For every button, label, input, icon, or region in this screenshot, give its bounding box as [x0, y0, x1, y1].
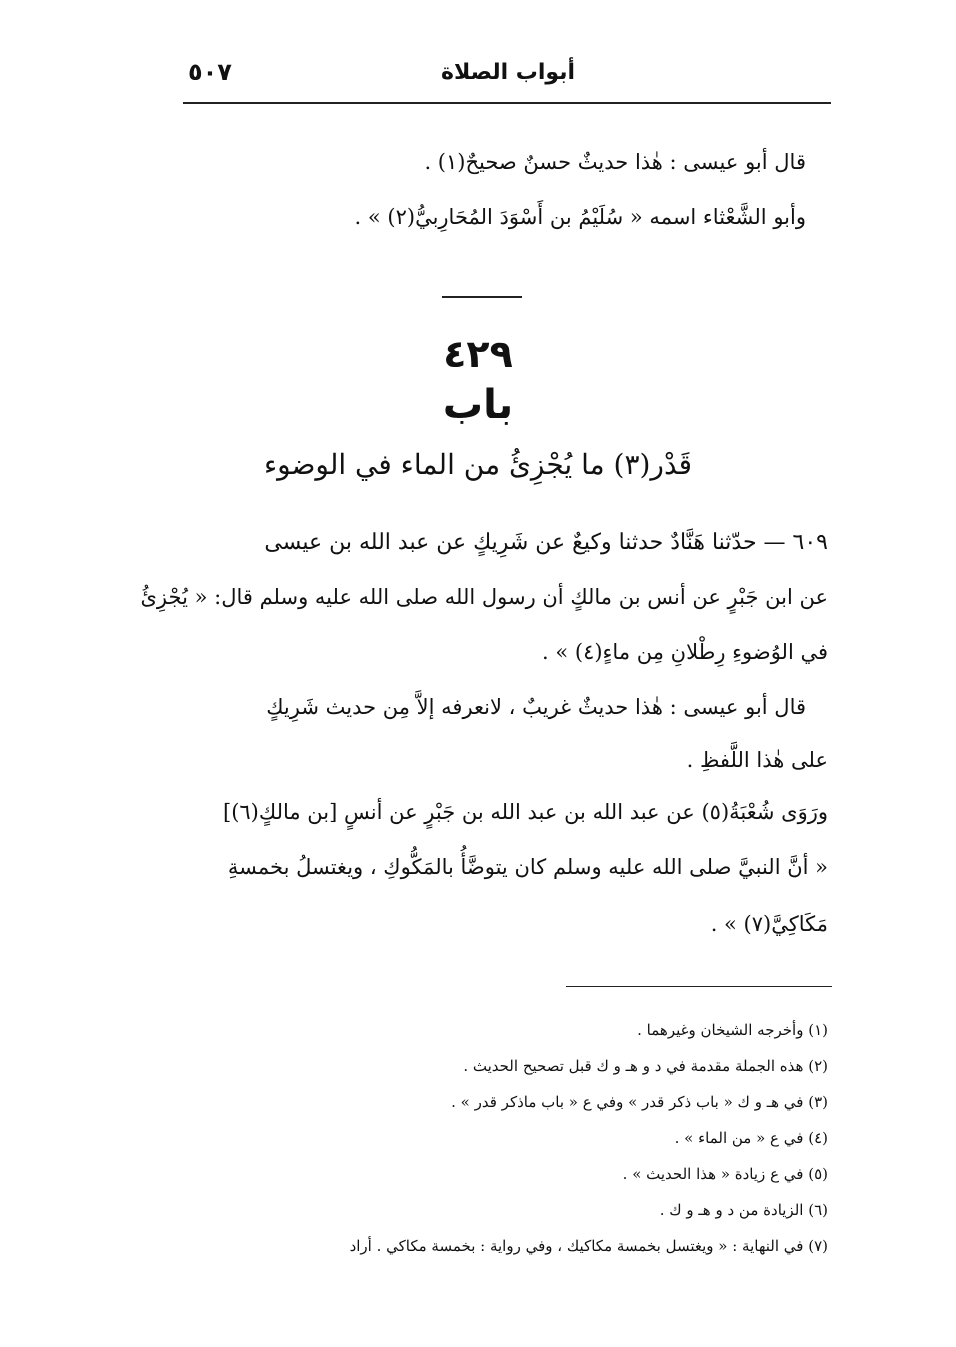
footnote-7: (٧) في النهاية : « ويغتسل بخمسة مكاكيك ، وفي رواية : بخمسة مكاكي . أراد — [349, 1237, 828, 1255]
body-line-8: مَكَاكِيَّ(٧) » . — [710, 912, 828, 936]
footnote-4: (٤) في ع « من الماء » . — [674, 1129, 828, 1147]
page-header — [180, 58, 836, 98]
chapter-title: قَدْر(٣) ما يُجْزِئُ من الماء في الوضوء — [263, 448, 693, 481]
section-divider — [442, 296, 522, 298]
footnote-3: (٣) في هـ و ك « باب ذكر قدر » وفي ع « باب ماذكر قدر » . — [451, 1093, 828, 1111]
footnote-5: (٥) في ع زيادة « هذا الحديث » . — [622, 1165, 828, 1183]
chapter-number: ٤٢٩ — [443, 332, 513, 376]
footnote-rule — [566, 986, 832, 987]
body-line-2: عن ابن جَبْرٍ عن أنس بن مالكٍ أن رسول الله صلى الله عليه وسلم قال: « يُجْزِئُ — [140, 585, 828, 609]
footnotes-list — [350, 1018, 828, 1270]
intro-line-1: قال أبو عيسى : هٰذا حديثٌ حسنٌ صحيحٌ(١) . — [424, 150, 806, 174]
running-title: أبواب الصلاة — [440, 60, 576, 85]
footnote-2: (٢) هذه الجملة مقدمة في د و هـ و ك قبل تصحيح الحديث . — [463, 1057, 828, 1075]
header-rule — [183, 102, 831, 104]
body-line-7: « أنَّ النبيَّ صلى الله عليه وسلم كان يتوضَّأُ بالمَكُّوكِ ، ويغتسلُ بخمسةِ — [227, 855, 828, 879]
footnote-6: (٦) الزيادة من د و هـ و ك . — [659, 1201, 828, 1219]
body-line-3: في الوُضوءِ رِطْلانِ مِن ماءٍ(٤) » . — [542, 640, 828, 664]
intro-line-2: وأبو الشَّعْثاء اسمه « سُلَيْمُ بن أَسْوَدَ المُحَارِبيُّ(٢) » . — [354, 205, 806, 229]
page-number: ٥٠٧ — [188, 58, 232, 86]
body-line-5: على هٰذا اللَّفظِ . — [686, 748, 828, 772]
chapter-label: باب — [442, 382, 514, 428]
body-line-6: ورَوَى شُعْبَةُ(٥) عن عبد الله بن عبد الله بن جَبْرٍ عن أنسٍ [بن مالكٍ(٦)] — [223, 800, 828, 824]
body-line-4: قال أبو عيسى : هٰذا حديثٌ غريبٌ ، لانعرفه إلاَّ مِن حديث شَرِيكٍ — [266, 695, 806, 719]
body-line-1: ٦٠٩ — حدّثنا هَنَّادٌ حدثنا وكيعٌ عن شَرِيكٍ عن عبد الله بن عيسى — [264, 530, 828, 555]
footnote-1: (١) وأخرجه الشيخان وغيرهما . — [637, 1021, 828, 1039]
